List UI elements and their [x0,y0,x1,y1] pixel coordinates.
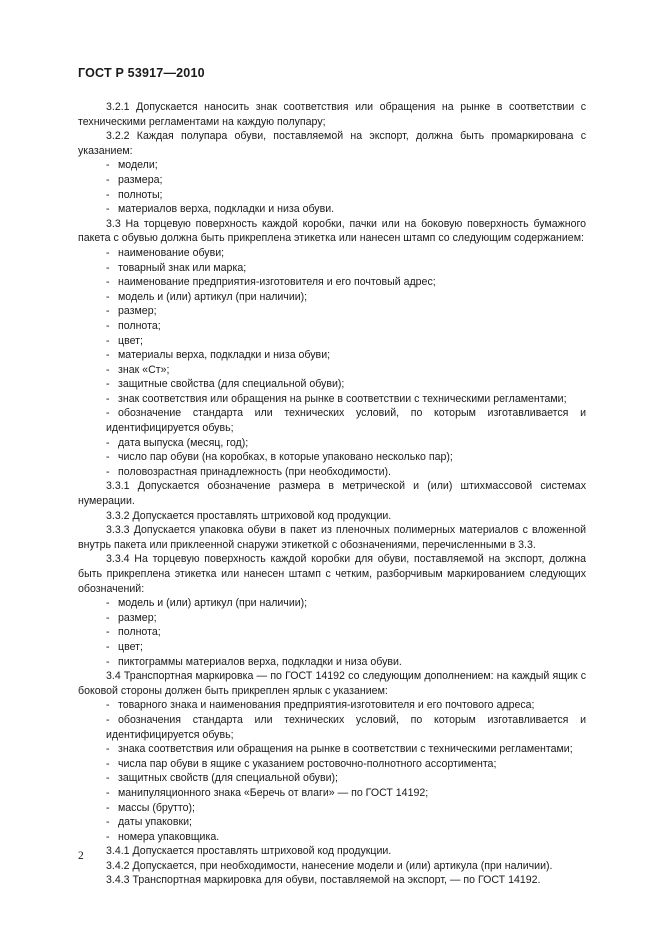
section-paragraph: 3.3.1 Допускается обозначение размера в метрической и (или) штихмассовой системах нумерации. [78,480,586,508]
list-item [78,261,586,276]
list-item [78,188,586,203]
list-dash: - [106,465,110,478]
list-dash: - [106,334,110,347]
list-item-text: массы (брутто); [118,801,195,814]
list-item [78,304,586,319]
list-item-text: половозрастная принадлежность (при необходимости). [118,465,391,478]
list-item [78,450,586,465]
list-item-text: материалы верха, подкладки и низа обуви; [118,349,331,362]
list-dash: - [106,655,110,668]
list-item-text: число пар обуви (на коробках, в которые упаковано несколько пар); [118,451,453,464]
list-dash: - [106,772,110,785]
list-item-text: цвет; [118,640,143,653]
list-dash: - [106,378,110,391]
list-dash: - [106,159,110,172]
list-dash: - [106,305,110,318]
list-item [78,713,586,742]
list-item [78,158,586,173]
list-item-text: наименование предприятия-изготовителя и его почтовый адрес; [118,276,436,289]
list-dash: - [106,349,110,362]
list-dash: - [106,699,110,712]
list-item [78,771,586,786]
list-item-text: знак «Ст»; [118,363,170,376]
list-item-text: материалов верха, подкладки и низа обуви. [118,203,335,216]
list-dash: - [106,626,110,639]
list-dash: - [106,830,110,843]
list-item-text: размер; [118,305,157,318]
list-dash: - [106,407,110,420]
list-item [78,625,586,640]
list-dash: - [106,188,110,201]
list-item [78,611,586,626]
list-item-text: дата выпуска (месяц, год); [118,436,249,449]
list-item-text: пиктограммы материалов верха, подкладки и низа обуви. [118,655,402,668]
list-dash: - [106,392,110,405]
list-item-text: товарный знак или марка; [118,261,247,274]
list-dash: - [106,363,110,376]
list-item-text: числа пар обуви в ящике с указанием ростовочно-полнотного ассортимента; [118,757,497,770]
list-item-text: знак соответствия или обращения на рынке в соответствии с техническими регламентами; [118,392,567,405]
list-item-text: полнота; [118,319,161,332]
list-dash: - [106,436,110,449]
document-header: ГОСТ Р 53917—2010 [78,66,205,80]
list-item [78,348,586,363]
list-item [78,202,586,217]
list-item [78,392,586,407]
list-item [78,275,586,290]
list-item [78,786,586,801]
list-item [78,319,586,334]
list-dash: - [106,203,110,216]
list-item [78,436,586,451]
section-paragraph: 3.2.2 Каждая полупара обуви, поставляемой на экспорт, должна быть промаркирована с указанием: [78,130,586,157]
list-item-text: модель и (или) артикул (при наличии); [118,597,308,610]
list-item-text: наименование обуви; [118,246,225,259]
list-item-text: знака соответствия или обращения на рынке в соответствии с техническими регламентами; [118,743,573,756]
list-item [78,377,586,392]
list-item [78,465,586,480]
list-item-text: обозначения стандарта или технических условий, по которым изготавливается и идентифицируется обувь; [106,713,586,741]
list-item-text: манипуляционного знака «Беречь от влаги» — по ГОСТ 14192; [118,786,429,799]
list-dash: - [106,713,110,726]
list-dash: - [106,319,110,332]
list-item [78,290,586,305]
list-dash: - [106,801,110,814]
section-paragraph: 3.4 Транспортная маркировка — по ГОСТ 14192 со следующим дополнением: на каждый ящик с боковой стороны должен быть прикреплен ярлык с указанием: [78,670,586,697]
list-item [78,406,586,435]
page-number: 2 [78,850,84,862]
list-item-text: товарного знака и наименования предприятия-изготовителя и его почтового адреса; [118,699,535,712]
list-item [78,640,586,655]
list-item-text: даты упаковки; [118,816,192,829]
list-item-text: модель и (или) артикул (при наличии); [118,290,308,303]
list-item-text: цвет; [118,334,143,347]
list-item-text: полнота; [118,626,161,639]
list-item [78,757,586,772]
section-paragraph: 3.2.1 Допускается наносить знак соответствия или обращения на рынке в соответствии с техническими регламентами на каждую полупару; [78,101,586,128]
list-item [78,815,586,830]
list-dash: - [106,451,110,464]
section-paragraph: 3.4.2 Допускается, при необходимости, нанесение модели и (или) артикула (при наличии). [106,859,553,872]
list-item-text: номера упаковщика. [118,830,220,843]
list-item [78,655,586,670]
section-paragraph: 3.4.3 Транспортная маркировка для обуви, поставляемой на экспорт, — по ГОСТ 14192. [106,874,541,887]
list-item [78,363,586,378]
section-paragraph: 3.3.3 Допускается упаковка обуви в пакет из пленочных полимерных материалов с вложенной внутрь пакета или приклеенной снаружи этикеткой с обозначениями, перечисленными в 3.3. [78,524,586,551]
list-item [78,246,586,261]
section-paragraph: 3.3.2 Допускается проставлять штриховой код продукции. [106,509,392,522]
document-body [78,100,586,888]
section-paragraph: 3.3.4 На торцевую поверхность каждой коробки для обуви, поставляемой на экспорт, должна быть прикреплена этикетка или нанесен штамп с четким, разборчивым маркированием следующих обозначений: [78,553,586,595]
list-item [78,173,586,188]
list-dash: - [106,597,110,610]
list-dash: - [106,640,110,653]
list-item-text: размера; [118,173,163,186]
list-dash: - [106,816,110,829]
list-item-text: обозначение стандарта или технических условий, по которым изготавливается и идентифицируется обувь; [106,407,586,435]
list-item-text: защитных свойств (для специальной обуви); [118,772,338,785]
list-item-text: полноты; [118,188,163,201]
list-dash: - [106,786,110,799]
section-paragraph: 3.3 На торцевую поверхность каждой коробки, пачки или на боковую поверхность бумажного пакета с обувью должна быть прикреплена этикетка или нанесен штамп со следующим содержанием: [78,217,586,245]
list-item-text: защитные свойства (для специальной обуви); [118,378,345,391]
list-dash: - [106,173,110,186]
list-item-text: размер; [118,611,157,624]
list-item [78,742,586,757]
list-dash: - [106,261,110,274]
list-item [78,334,586,349]
list-dash: - [106,246,110,259]
list-dash: - [106,743,110,756]
list-dash: - [106,276,110,289]
list-item [78,596,586,611]
list-item [78,830,586,845]
list-dash: - [106,290,110,303]
list-dash: - [106,611,110,624]
section-paragraph: 3.4.1 Допускается проставлять штриховой код продукции. [106,845,392,858]
list-dash: - [106,757,110,770]
list-item [78,698,586,713]
list-item [78,801,586,816]
list-item-text: модели; [118,159,158,172]
